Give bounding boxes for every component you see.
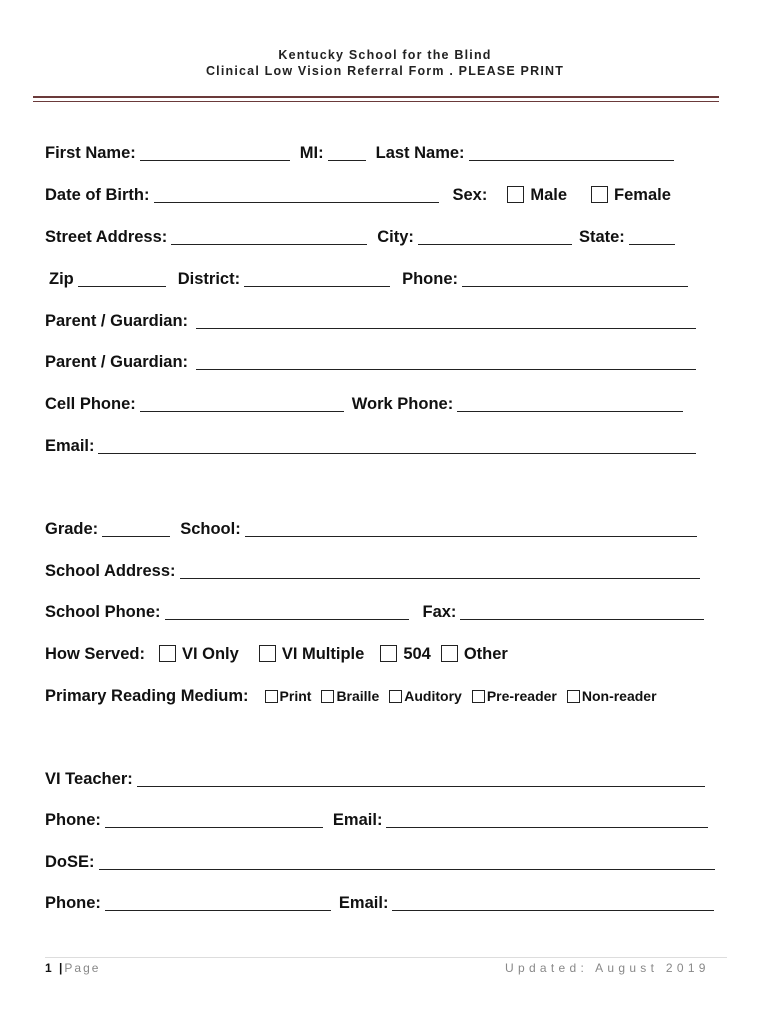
school-phone-field[interactable] (165, 603, 409, 620)
mi-label: MI: (299, 144, 324, 162)
email-field[interactable] (98, 437, 696, 454)
phone-label: Phone: (402, 270, 459, 288)
vi-multiple-label: VI Multiple (281, 645, 365, 663)
state-field[interactable] (629, 228, 675, 245)
auditory-checkbox[interactable] (389, 690, 402, 703)
how-served-label: How Served: (45, 645, 145, 663)
print-label: Print (279, 688, 312, 704)
page-num: 1 (45, 961, 54, 975)
male-checkbox[interactable] (507, 186, 524, 203)
vi-only-checkbox[interactable] (159, 645, 176, 662)
form-subtitle: Clinical Low Vision Referral Form . PLEASE PRINT (205, 64, 565, 78)
first-name-field[interactable] (140, 144, 290, 161)
updated-date: Updated: August 2019 (505, 961, 710, 975)
zip-label: Zip (49, 270, 74, 288)
dose-field[interactable] (99, 853, 715, 870)
school-phone-row (45, 600, 704, 622)
email-label: Email: (45, 437, 95, 455)
state-label: State: (578, 228, 625, 246)
cell-work-row (45, 392, 683, 414)
page-sep: | (59, 961, 65, 975)
page-number (45, 961, 100, 975)
male-label: Male (530, 186, 568, 204)
address-row (45, 225, 675, 247)
print-checkbox[interactable] (265, 690, 278, 703)
first-name-label: First Name: (45, 144, 136, 162)
dob-field[interactable] (154, 186, 439, 203)
form-title: Kentucky School for the Blind (278, 48, 492, 62)
vi-teacher-field[interactable] (137, 770, 705, 787)
vi-email-field[interactable] (386, 811, 708, 828)
dose-label: DoSE: (45, 853, 95, 871)
fax-label: Fax: (422, 603, 457, 621)
fax-field[interactable] (460, 603, 704, 620)
cell-phone-label: Cell Phone: (45, 395, 136, 413)
grade-school-row (45, 517, 697, 539)
504-label: 504 (403, 645, 431, 663)
guardian2-field[interactable] (196, 353, 696, 370)
other-checkbox[interactable] (441, 645, 458, 662)
school-address-field[interactable] (180, 562, 700, 579)
dob-label: Date of Birth: (45, 186, 150, 204)
reading-medium-row (45, 684, 657, 706)
dose-contact-row (45, 891, 714, 913)
school-phone-label: School Phone: (45, 603, 161, 621)
dose-email-label: Email: (338, 894, 389, 912)
how-served-row (45, 642, 508, 664)
vi-phone-label: Phone: (45, 811, 101, 829)
pre-reader-label: Pre-reader (486, 688, 557, 704)
sex-label: Sex: (452, 186, 488, 204)
zip-row (49, 267, 688, 289)
dob-sex-row (45, 183, 671, 205)
dose-email-field[interactable] (392, 894, 714, 911)
mi-field[interactable] (328, 144, 366, 161)
braille-checkbox[interactable] (321, 690, 334, 703)
guardian1-row (45, 309, 696, 331)
email-row (45, 434, 696, 456)
vi-teacher-label: VI Teacher: (45, 770, 133, 788)
guardian1-field[interactable] (196, 312, 696, 329)
school-label: School: (180, 520, 241, 538)
street-field[interactable] (171, 228, 367, 245)
other-label: Other (463, 645, 508, 663)
cell-phone-field[interactable] (140, 395, 344, 412)
grade-label: Grade: (45, 520, 99, 538)
guardian1-label: Parent / Guardian: (45, 312, 189, 330)
non-reader-label: Non-reader (581, 688, 657, 704)
female-label: Female (614, 186, 671, 204)
grade-field[interactable] (102, 520, 170, 537)
school-field[interactable] (245, 520, 697, 537)
name-row (45, 141, 674, 163)
vi-email-label: Email: (332, 811, 383, 829)
auditory-label: Auditory (404, 688, 462, 704)
reading-medium-label: Primary Reading Medium: (45, 687, 249, 705)
zip-field[interactable] (78, 270, 166, 287)
dose-phone-label: Phone: (45, 894, 101, 912)
phone-field[interactable] (462, 270, 688, 287)
work-phone-field[interactable] (457, 395, 683, 412)
female-checkbox[interactable] (591, 186, 608, 203)
dose-phone-field[interactable] (105, 894, 331, 911)
non-reader-checkbox[interactable] (567, 690, 580, 703)
street-label: Street Address: (45, 228, 168, 246)
city-field[interactable] (418, 228, 572, 245)
district-label: District: (177, 270, 241, 288)
school-address-label: School Address: (45, 562, 176, 580)
pre-reader-checkbox[interactable] (472, 690, 485, 703)
vi-only-label: VI Only (181, 645, 239, 663)
last-name-label: Last Name: (375, 144, 465, 162)
braille-label: Braille (336, 688, 380, 704)
header-divider-thick (33, 96, 719, 98)
vi-teacher-row (45, 767, 705, 789)
504-checkbox[interactable] (380, 645, 397, 662)
vi-phone-field[interactable] (105, 811, 323, 828)
guardian2-label: Parent / Guardian: (45, 353, 189, 371)
vi-contact-row (45, 808, 708, 830)
school-address-row (45, 559, 700, 581)
city-label: City: (377, 228, 414, 246)
vi-multiple-checkbox[interactable] (259, 645, 276, 662)
district-field[interactable] (244, 270, 390, 287)
dose-row (45, 850, 715, 872)
header-divider-thin (33, 101, 719, 102)
guardian2-row (45, 350, 696, 372)
footer-divider (45, 957, 727, 958)
work-phone-label: Work Phone: (351, 395, 454, 413)
page-label: Page (64, 961, 101, 975)
last-name-field[interactable] (469, 144, 674, 161)
